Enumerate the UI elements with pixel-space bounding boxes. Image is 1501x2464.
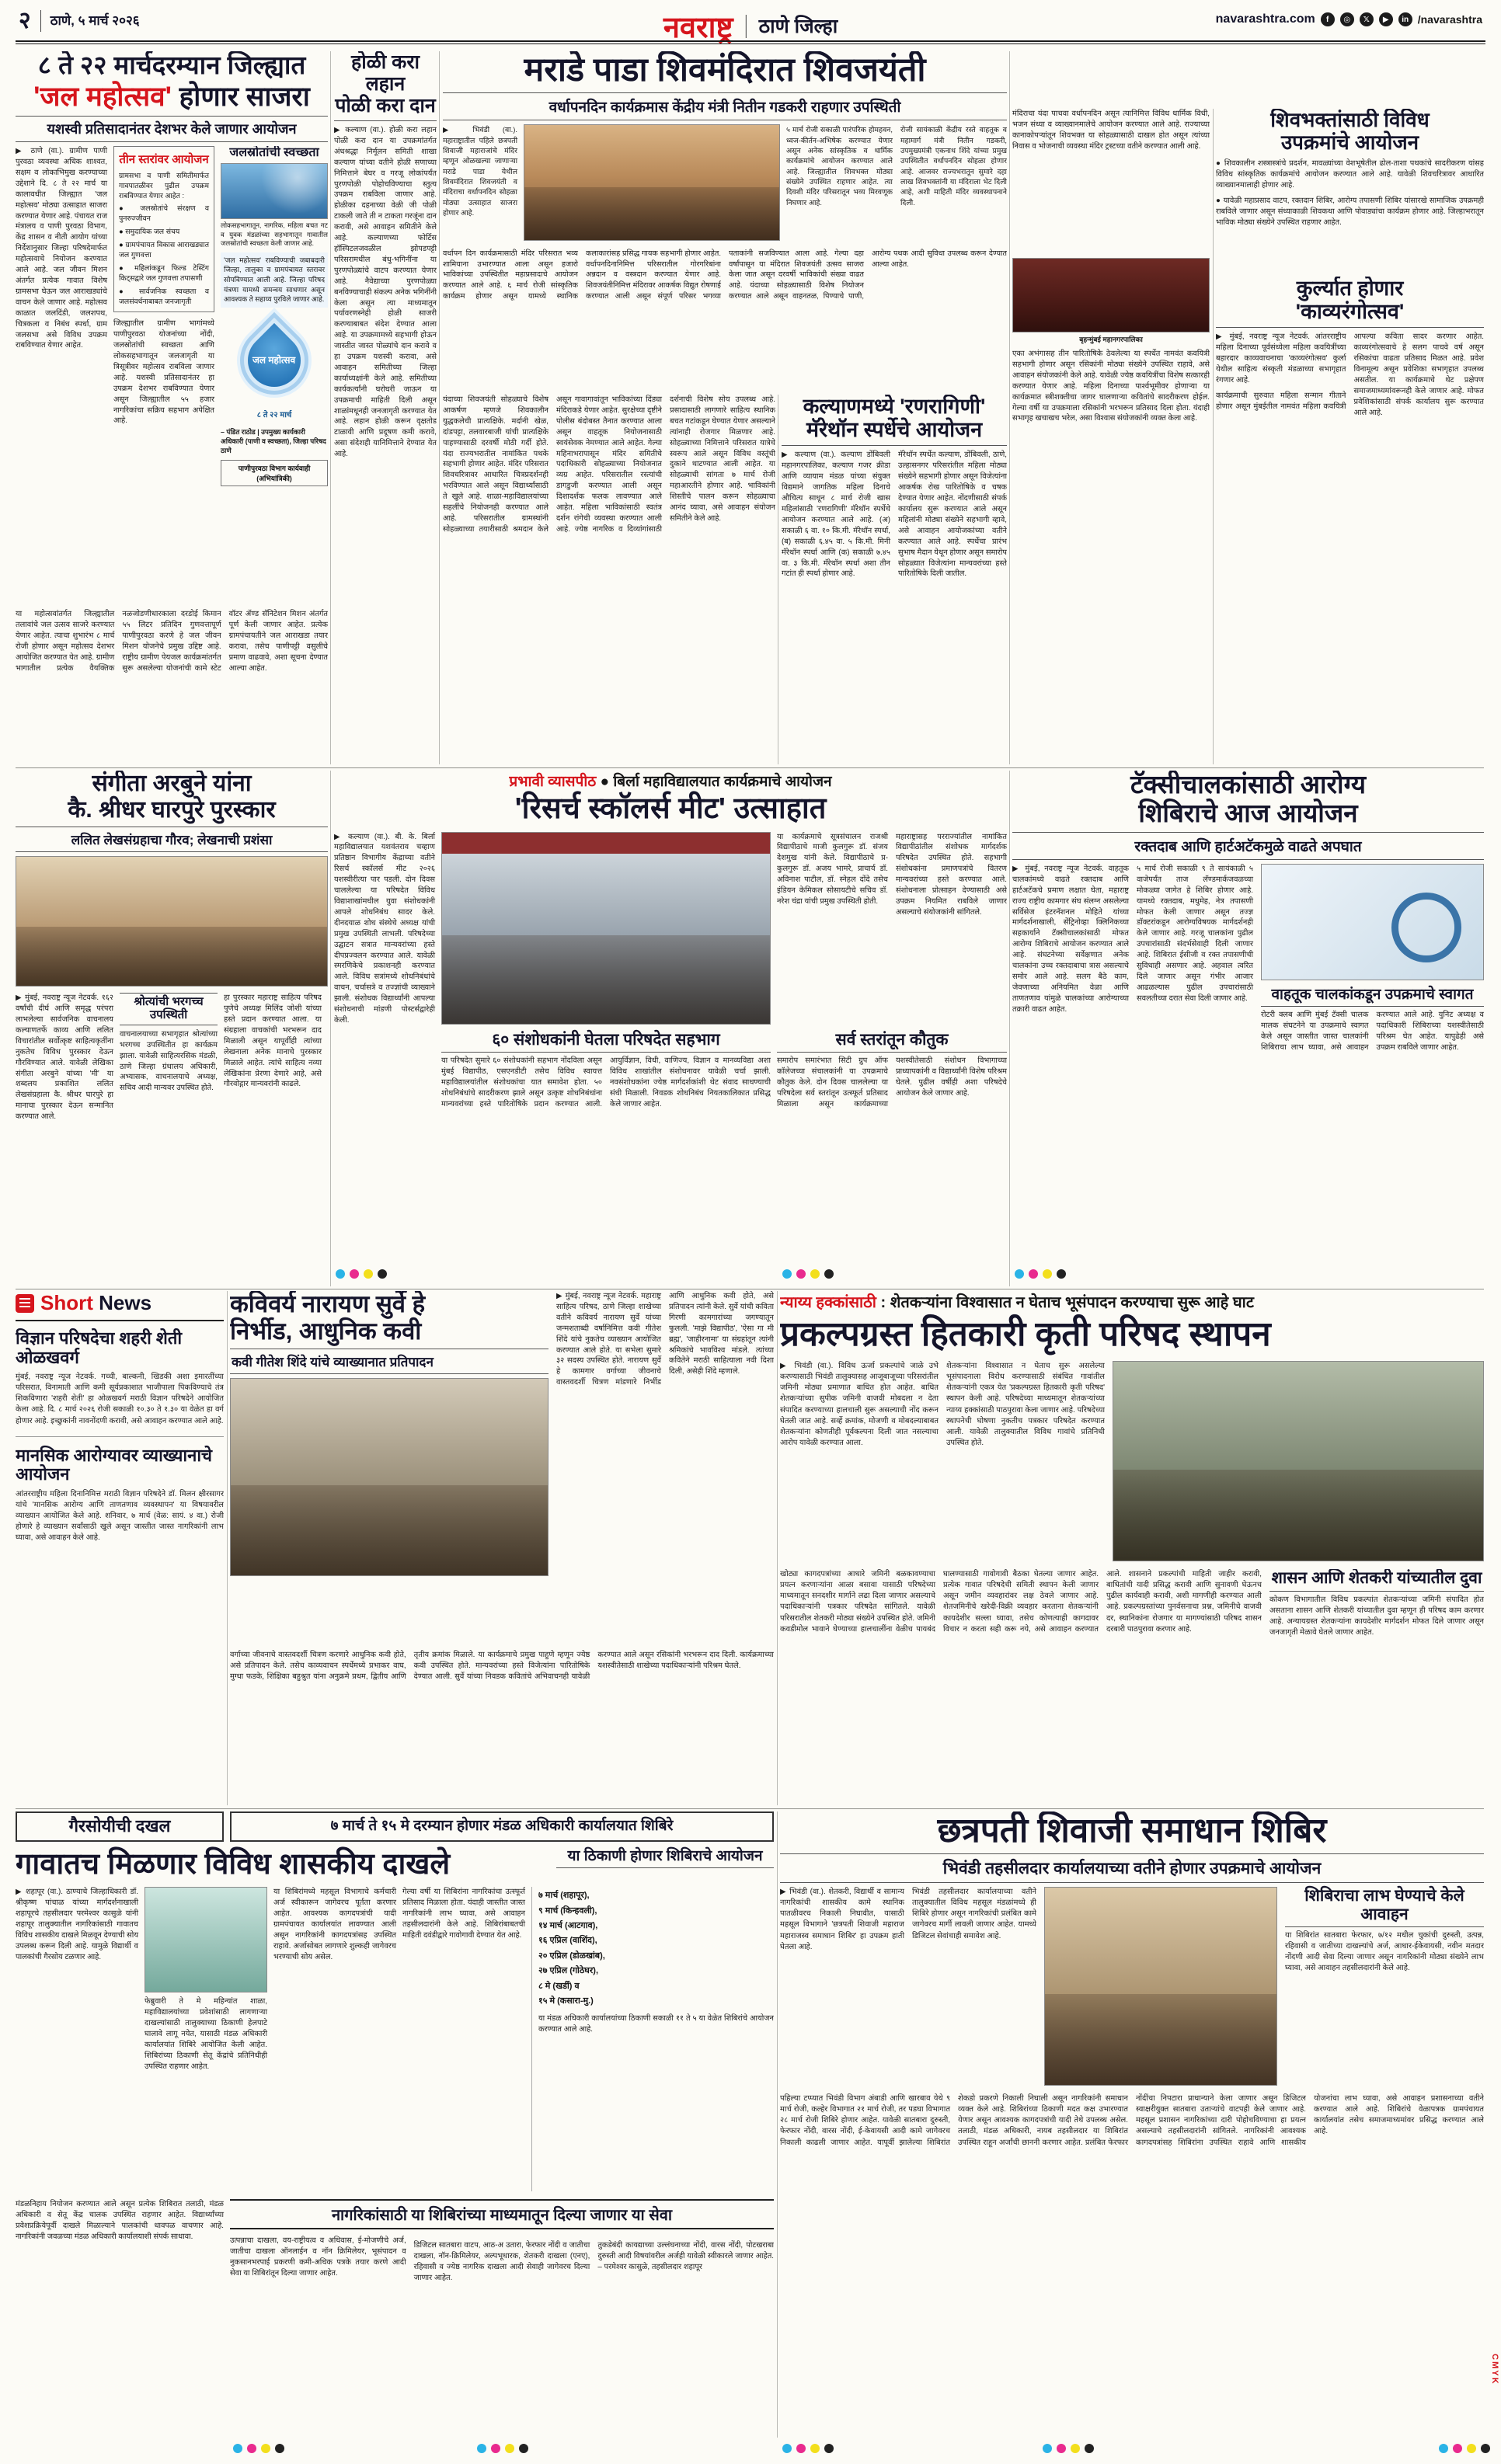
box-title: तीन स्तरांवर आयोजन [119,153,209,167]
schedule-item: १५ मे (कसारा-मु.) [538,1996,594,2006]
article-body: मॅरेथॉन स्पर्धेत कल्याण, डोंबिवली, ठाणे, उल्हासनगर परिसरांतील महिला मोठ्या संख्येने सहभागी होणार असून विजेत्यांना आकर्षक रोख पारितोषिके व चषक देण्यात येणार आहेत. नोंदणीसाठी संपर्क कार्यालय सुरू करण्यात आले असून महिलांनी मोठ्या संख्येने सहभागी व्हावे, असे आवाहन आयोजकांच्या वतीने करण्यात आले आहे. स्पर्धेचा प्रारंभ सुभाष मैदान येथून होणार असून समारोप सोहळ्यात विजेत्यांना मान्यवरांच्या हस्ते पारितोषिके दिली जातील. [898,451,1007,579]
kicker-accent: न्याय्य हक्कांसाठी [780,1294,876,1311]
article-body: कोकण विभागातील विविध प्रकल्पांत शेतकऱ्यांच्या जमिनी संपादित होत असताना शासन आणि शेतकरी यांच्यातील दुवा म्हणून ही परिषद काम करणार आहे. अन्यायग्रस्त शेतकऱ्यांना कायदेशीर मार्गदर्शन मोफत दिले जाणार असून जनजागृती मेळावे घेतले जाणार आहेत. [1269,1595,1484,1637]
article-body: फेब्रुवारी ते मे महिन्यांत शाळा, महाविद्यालयांच्या प्रवेशांसाठी लागणाऱ्या दाखल्यांसाठी तालुक्याच्या ठिकाणी हेलपाटे घालावे लागू नयेत, यासाठी मंडळ अधिकारी कार्यालयांत शिबिरे आयोजित केली आहेत. शिबिरांच्या ठिकाणी सेतू केंद्रांचे प्रतिनिधीही उपस्थित राहणार आहेत. [145,1997,267,2071]
article-body: जिल्ह्यातील ग्रामीण भागांमध्ये पाणीपुरवठा योजनांच्या नोंदी, जलस्रोतांची स्वच्छता आणि लोकसहभागातून जलजागृती या त्रिसूत्रीवर महोत्सव राबविला जाणार आहे. यशस्वी प्रतिसादानंतर हा उपक्रम देशभर राबविण्यात येणार असून जिल्ह्यातील ५५ हजार नागरिकांचा सक्रिय सहभाग अपेक्षित आहे. [113,319,214,426]
article-body: तुकडेबंदी कायद्याच्या उल्लंघनाच्या नोंदी, वारस नोंदी, पोटखराबा दुरुस्ती आदी विषयांवरील अर्जही यावेळी स्वीकारले जाणार आहेत. – परमेश्वर कासुळे, तहसीलदार शहापूर [597,2241,774,2271]
instagram-icon: ◎ [1340,12,1354,26]
kicker [780,1291,1484,1312]
headline-line2: निर्भीड, आधुनिक कवी [230,1317,422,1345]
article-body: गेल्या वर्षी या शिबिरांना नागरिकांचा उत्स्फूर्त प्रतिसाद मिळाला होता. यंदाही जास्तीत जास्त नागरिकांनी लाभ घ्यावा, असे आवाहन तहसीलदारांनी केले आहे. शिबिरांबाबतची माहिती दवंडीद्वारे गावोगावी देण्यात येत आहे. [402,1888,525,1940]
three-tier-box [113,146,214,312]
article-bottom-columns [443,249,1007,377]
masthead-rule [16,40,1485,44]
article-kavivarya-surve [230,1291,774,1805]
website-url: navarashtra.com [1215,12,1315,26]
article-body: रोटरी क्लब आणि मुंबई टॅक्सी चालक मालक संघटनेने या उपक्रमाचे स्वागत केले असून जास्तीत जास्त चालकांनी शिबिराचा लाभ घ्यावा, असे आवाहन करण्यात आले आहे. युनिट अध्यक्ष व पदाधिकारी शिबिराच्या यशस्वीतेसाठी परिश्रम घेत आहेत. यापुढेही असे उपक्रम राबविले जाणार आहेत. [1261,1011,1484,1052]
article-body: मंडळनिहाय नियोजन करण्यात आले असून प्रत्येक शिबिरात तलाठी, मंडळ अधिकारी व सेतू केंद्र चालक उपस्थित राहणार आहेत. विद्यार्थ्यांच्या प्रवेशप्रक्रियेपूर्वी दाखले मिळाल्याने पालकांची धावपळ वाचणार आहे. नागरिकांनी जवळच्या मंडळ अधिकारी कार्यालयाशी संपर्क साधावा. [16,2200,224,2241]
bullet-item: ● जलस्रोतांचे संरक्षण व पुनरुज्जीवन [119,204,209,223]
headline-accent: 'जल महोत्सव' [33,81,172,112]
article-jal-mahotsav [16,51,328,766]
registration-dots [1439,2444,1490,2453]
sub-section-title: शिबिराचा लाभ घेण्याचे केले आवाहन [1304,1887,1464,1923]
tehsil-office-photo [1044,1887,1277,2086]
article-body: ▶ भिवंडी (वा.). महाराष्ट्रातील पहिले छत्रपती शिवाजी महाराजांचे मंदिर म्हणून ओळखल्या जाणाऱ्या मराडे पाडा येथील शिवमंदिरात शिवजयंती व मंदिराचा वर्धापनदिन सोहळा मोठ्या उत्साहात साजरा होणार आहे. [443,125,517,217]
article-body: ▶ भिवंडी (वा.). विविध ऊर्जा प्रकल्पांचे जाळे उभे करण्यासाठी भिवंडी तालुक्यासह आजूबाजूच्या परिसरांतील जमिनी मोठ्या प्रमाणात बाधित होत आहेत. बाधित शेतकऱ्यांच्या सुपीक जमिनी वाजवी मोबदला न देता संपादित करण्याच्या हालचाली सुरू असल्याची नोंद करून घेतली जात आहे. सर्व्हे क्रमांक, मोजणी व मोबदल्याबाबत शेतकऱ्यांना कोणतीही पूर्वकल्पना दिली जात नसल्याचा आरोप यावेळी करण्यात आला. [780,1362,939,1447]
body-column-3 [224,993,322,1248]
facebook-icon: f [1321,12,1335,26]
kicker-rest: ● बिर्ला महाविद्यालयात कार्यक्रमाचे आयोजन [600,774,832,790]
schedule-item: ८ मे (खर्डी) व [538,1981,580,1991]
headline: टॅक्सीचालकांसाठी आरोग्य [1130,771,1366,799]
headline-rule [1216,327,1484,328]
water-drop-infographic [221,308,328,423]
cmyk-mark: CMYK [1490,2354,1499,2386]
bullet-item: ● महिलांकडून फिल्ड टेस्टिंग किट्सद्वारे जल गुणवत्ता तपासणी [119,264,209,283]
headline: शिवभक्तांसाठी विविध [1270,109,1430,131]
article-kavyarang-left [1012,258,1210,764]
right-column [1261,864,1484,1274]
rule [1285,1926,1484,1927]
section-rule [16,1808,1484,1809]
article-body: यंदाच्या शिवजयंती सोहळ्याचे विशेष आकर्षण म्हणजे शिवकालीन युद्धकलेची प्रात्यक्षिके. मर्दानी खेळ, दांडपट्टा, तलवारबाजी यांची प्रात्यक्षिके पाहण्यासाठी दरवर्षी मोठी गर्दी होते. यंदा राज्यभरातील नामांकित पथके सहभागी होणार आहेत. मंदिर परिसरात शिवचरित्रावर आधारित चित्रप्रदर्शनही भरविण्यात आले असून विद्यार्थ्यांसाठी ते खुले आहे. शाळा-महाविद्यालयांच्या सहलींचे नियोजनही करण्यात आले आहे. परिसरातील ग्रामस्थांनी सोहळ्याच्या तयारीसाठी श्रमदान केले असून गावागावांतून भाविकांच्या दिंड्या मंदिराकडे येणार आहेत. सुरक्षेच्या दृष्टीने पोलीस बंदोबस्त तैनात करण्यात आला असून वाहतूक नियोजनासाठी स्वयंसेवक नेमण्यात आले आहेत. गेल्या महिनाभरापासून मंदिर समितीचे पदाधिकारी सोहळ्याच्या नियोजनात व्यग्र आहेत. परिसरातील रस्त्यांची डागडुजी करण्यात आली असून दिशादर्शक फलक लावण्यात आले आहेत. महिला भाविकांसाठी स्वतंत्र दर्शन रांगेची व्यवस्था करण्यात आली आहे. ज्येष्ठ नागरिक व दिव्यांगांसाठी दर्शनाची विशेष सोय उपलब्ध आहे. प्रसादासाठी लागणारे साहित्य स्थानिक बचत गटांकडून घेण्यात येणार असल्याने त्यांनाही रोजगार मिळणार आहे. सोहळ्याच्या निमित्ताने परिसरात यात्रेचे स्वरूप आले असून विविध वस्तूंची दुकाने थाटण्यात आली आहेत. या सोहळ्याची सांगता ७ मार्च रोजी महाआरतीने होणार आहे. भाविकांनी शिस्तीचे पालन करून सोहळ्याचा आनंद घ्यावा, असे आवाहन संयोजन समितीने केले आहे. [443,395,775,534]
headline-rest: होणार साजरा [171,81,310,112]
article-kavyarang-right [1216,277,1484,764]
schedule-title: या ठिकाणी होणार शिबिराचे आयोजन [556,1848,774,1868]
article-shivbhakt-upkram [1216,109,1484,273]
registration-dots [1015,1269,1066,1279]
schedule-header [556,1848,774,1868]
left-part [230,1291,549,1642]
services-title: नागरिकांसाठी या शिबिरांच्या माध्यमातून दिल्या जाणार या सेवा [230,2199,774,2229]
article-prakalpagrast-parishad [780,1291,1484,1805]
schedule-item: १६ एप्रिल (वाशिंद), [538,1936,597,1946]
x-icon: 𝕏 [1360,12,1374,26]
short-news-icon [16,1294,34,1313]
article-body: या शिबिरांमध्ये महसूल विभागाचे कर्मचारी अर्ज स्वीकारून जागेवरच पूर्तता करणार आहेत. आवश्यक कागदपत्रांची यादी ग्रामपंचायत कार्यालयांत लावण्यात आली असून नागरिकांनी कागदपत्रांसह उपस्थित राहावे. अर्जासोबत लागणारे शुल्कही जागेवरच भरण्याची सोय असेल. [273,1888,396,1961]
short-news-header [16,1291,224,1315]
body-column-2 [120,993,218,1248]
column-divider [227,1291,228,1805]
headline: कुर्ल्यात होणार [1296,277,1404,300]
article-body: ▶ मुंबई, नवराष्ट्र न्यूज नेटवर्क. १६२ वर्षांची दीर्घ आणि समृद्ध परंपरा लाभलेल्या सार्वजनिक वाचनालय कल्याणतर्फे काव्य आणि ललित विचारांतील सर्वोत्कृष्ट साहित्यकृतींना नुकतेच विविध पुरस्कार देऊन गौरविण्यात आले. यावेळी लेखिका संगीता अरबुने यांच्या 'मी' या शब्दलय प्रकाशित ललित लेखसंग्रहाला कै. श्रीधर घारपुरे हा मानाचा पुरस्कार देऊन सन्मानित करण्यात आले. [16,994,113,1122]
article-body: पहिल्या टप्प्यात भिवंडी विभाग अंबाडी आणि खारबाव येथे ९ मार्च रोजी, कल्हेर विभागात २१ मार्च रोजी, तर पडघा विभागात २८ मार्च रोजी शिबिरे होणार आहेत. यावेळी सातबारा दुरुस्ती, फेरफार नोंदी, वारस नोंदी, ई-केवायसी आदी कामे जागेवरच निकाली काढली जाणार आहेत. यापूर्वी झालेल्या शिबिरांत शेकडो प्रकरणे निकाली निघाली असून नागरिकांनी समाधान व्यक्त केले आहे. शिबिरांच्या ठिकाणी मदत कक्ष उभारण्यात येणार असून आवश्यक कागदपत्रांची यादी तेथे उपलब्ध असेल. तलाठी, मंडळ अधिकारी, नायब तहसीलदार या शिबिरांत उपस्थित राहून अर्जांची छाननी करणार आहेत. प्रलंबित फेरफार नोंदींचा निपटारा प्राधान्याने केला जाणार असून डिजिटल स्वाक्षरीयुक्त सातबारा उताऱ्यांचे वाटपही केले जाणार आहे. महसूल प्रशासन नागरिकांच्या दारी पोहोचविण्याचा हा प्रयत्न असल्याचे तहसीलदारांनी सांगितले. नागरिकांनी आवश्यक कागदपत्रांसह शिबिरांना उपस्थित राहावे आणि शासकीय योजनांचा लाभ घ्यावा, असे आवाहन प्रशासनाच्या वतीने करण्यात आले आहे. शिबिरांचे वेळापत्रक ग्रामपंचायत कार्यालयांत तसेच समाजमाध्यमांवर प्रसिद्ध करण्यात आले आहे. [780,2094,1484,2147]
article-body: ▶ कल्याण (वा.). होळी करा लहान पोळी करा दान या उपक्रमांतर्गत अंधश्रद्धा निर्मूलन समिती शाखा कल्याण यांच्या वतीने होळी सणाच्या निमित्ताने बेघर व गरजू लोकांपर्यंत पुरणपोळी पोहोचविण्याचा स्तुत्य उपक्रम राबविला जाणार आहे. होळीका दहनाच्या वेळी जी पोळी टाकली जाते ती न टाकता गरजूंना दान करावी, असे आवाहन समितीने केले आहे. कल्याणच्या फोर्टिस हॉस्पिटलजवळील झोपडपट्टी परिसरामधील बंधु-भगिनींना या पुरणपोळ्यांचे वाटप करण्यात येणार आहे. नैवेद्याच्या पुरणपोळ्या बनविण्याचाही संकल्प अनेक भगिनींनी केला असून त्या माध्यमातून पर्यावरणस्नेही होळी साजरी करण्याबाबत संदेश देण्यात आला आहे. या उपक्रमामध्ये सहभागी होऊन जास्तीत जास्त पोळ्यांचे दान करावे व हा उपक्रम यशस्वी करावा, असे आवाहन समितीच्या जिल्हा कार्याध्यक्षांनी केले आहे. समितीच्या कार्यकर्त्यांनी घरोघरी जाऊन या उपक्रमाची माहिती दिली असून शाळांमधूनही जनजागृती करण्यात येत आहे. लहान होळी करून वृक्षतोड टाळावी आणि प्रदूषण कमी करावे, असा संदेशही यानिमित्ताने देण्यात येत आहे. [334,126,437,459]
headline: मराडे पाडा शिवमंदिरात शिवजयंती [524,51,926,89]
column-divider [1213,109,1214,764]
article-body: समारोप समारंभात सिटी ग्रुप ऑफ कॉलेजच्या संचालकांनी या उपक्रमाचे कौतुक केले. दोन दिवस चाललेल्या या परिषदेला सर्व स्तरांतून उत्स्फूर्त प्रतिसाद मिळाला असून कार्यक्रमाच्या यशस्वीतेसाठी संशोधन विभागाच्या प्राध्यापकांनी व विद्यार्थ्यांनी विशेष परिश्रम घेतले. पुढील वर्षीही अशा परिषदेचे आयोजन केले जाणार आहे. [777,1056,1007,1108]
article-body: ▶ ठाणे (वा.). ग्रामीण पाणी पुरवठा व्यवस्था अधिक शाश्वत, सक्षम व लोकाभिमुख करण्याच्या उद्देशाने दि. ८ ते २२ मार्च या कालावधीत जिल्ह्यात 'जल महोत्सव' मोठ्या उत्साहात साजरा करण्यात येणार आहे. पंचायत राज मंत्रालय व पाणी पुरवठा विभाग, केंद्र शासन व नीती आयोग यांच्या निर्देशानुसार जिल्हा परिषदेमार्फत महोत्सवाचे नियोजन करण्यात आले आहे. जल जीवन मिशन अंतर्गत प्रत्येक गावात विशेष ग्रामसभा घेऊन जल आराखड्यांचे वाचन केले जाणार आहे. महोत्सव काळात जलदिंडी, जलशपथ, चित्रकला व निबंध स्पर्धा, ग्राम जलसभा असे विविध उपक्रम राबविण्यात येणार आहेत. [16,147,107,350]
headline-line2: मॅरेथॉन स्पर्धेचे आयोजन [806,418,983,442]
article-body: या कार्यक्रमाचे सूत्रसंचालन राजश्री विद्यापीठाचे माजी कुलगुरू डॉ. संजय देशमुख यांनी केले. विद्यापीठाचे प्र-कुलगुरू डॉ. अजय भामरे, प्राचार्य डॉ. अविनाश पाटील, डॉ. स्नेहल दोंदे तसेच इंडियन केमिकल सोसायटीचे सचिव डॉ. नरेश चंद्रा यांची प्रमुख उपस्थिती होती. [777,832,888,906]
header-right [1216,12,1482,26]
article-body: या महोत्सवांतर्गत जिल्ह्यातील तलावांचे जल उत्सव साजरे करण्यात येणार आहेत. त्याचा शुभारंभ ८ मार्च रोजी होणार असून महोत्सव देशभर आयोजित करण्यात येत आहे. ग्रामीण भागातील प्रत्येक वैयक्तिक नळजोडणीधारकाला दरडोई किमान ५५ लिटर प्रतिदिन गुणवत्तापूर्ण पाणीपुरवठा करणे हे जल जीवन मिशन योजनेचे प्रमुख उद्दिष्ट आहे. राष्ट्रीय ग्रामीण पेयजल कार्यक्रमांतर्गत सुरू असलेल्या योजनांची कामे स्टेट वॉटर ॲण्ड सॅनिटेशन मिशन अंतर्गत पूर्ण केली जाणार आहेत. प्रत्येक ग्रामपंचायतीने जल आराखडा तयार करावा, तसेच पाणीपट्टी वसुलीचे प्रमाण वाढवावे, अशा सूचना देण्यात आल्या आहेत. [16,610,328,673]
article-body: हा पुरस्कार महाराष्ट्र साहित्य परिषद पुणेचे अध्यक्ष मिलिंद जोशी यांच्या हस्ते प्रदान करण्यात आला. या संग्रहाला वाचकांची भरभरून दाद मिळाली असून यापूर्वीही त्यांच्या लेखनाला अनेक मानाचे पुरस्कार मिळाले आहेत. त्यांचे साहित्य नव्या लेखिकांना प्रेरणा देणारे आहे, असे गौरवोद्गार मान्यवरांनी काढले. [224,994,322,1089]
headline-rule [782,445,1007,446]
schedule-item: ९ मार्च (किन्हवली), [538,1905,597,1916]
subhead: ललित लेखसंग्रहाचा गौरव; लेखनाची प्रशंसा [16,827,328,852]
rule [1269,1591,1484,1592]
schedule-item: २७ एप्रिल (गोठेघर), [538,1966,599,1976]
social-handle: /navarashtra [1417,13,1482,26]
rule [1261,1006,1484,1007]
article-body: खोट्या कागदपत्रांच्या आधारे जमिनी बळकावण्याचा प्रयत्न करणाऱ्यांना आळा बसावा यासाठी परिषदेच्या माध्यमातून सनदशीर मार्गाने लढा दिला जाणार असल्याचे पदाधिकाऱ्यांनी पत्रकार परिषदेत सांगितले. यावेळी परिसरातील शेतकरी मोठ्या संख्येने उपस्थित होते. जमिनी कवडीमोल भावाने घेण्याच्या हालचालींना वेळीच पायबंद घालण्यासाठी गावोगावी बैठका घेतल्या जाणार आहेत. प्रत्येक गावात परिषदेची समिती स्थापन केली जाणार असून जमीन व्यवहारांवर लक्ष ठेवले जाणार आहे. शेतजमिनीचे खरेदी-विक्री व्यवहार करताना शेतकऱ्यांनी कायदेशीर सल्ला घ्यावा, तसेच कोणत्याही कागदावर विचार न करता सही करू नये, असे आवाहन करण्यात आले. शासनाने प्रकल्पांची माहिती जाहीर करावी, बाधितांची यादी प्रसिद्ध करावी आणि सुनावणी घेऊनच पुढील कार्यवाही करावी, अशी मागणीही करण्यात आली आहे. प्रकल्पग्रस्तांच्या पुनर्वसनाचा प्रश्न, जमिनीचे वाजवी दर, स्थानिकांना रोजगार या मागण्यांसाठी परिषद शासन दरबारी पाठपुरावा करणार आहे. [780,1570,1262,1634]
rule [16,1320,224,1321]
article-body: ▶ मुंबई, नवराष्ट्र न्यूज नेटवर्क. आंतरराष्ट्रीय महिला दिनाच्या पूर्वसंध्येला महिला कवयित्रींच्या बहारदार काव्यवाचनाचा 'काव्यरंगोत्सव' कुर्ला येथील साहित्य संस्कृती मंडळाच्या सभागृहात रंगणार आहे. [1216,332,1346,385]
body-columns-left [780,1361,1105,1561]
article-body: ५ मार्च रोजी सकाळी पारंपरिक होमहवन, ध्वज-कीर्तन-अभिषेक करण्यात येणार असून अनेक सांस्कृतिक व धार्मिक कार्यक्रमांचे आयोजन करण्यात आले आहे. जिल्ह्यातील शिवभक्त मोठ्या संख्येने उपस्थित राहणार आहेत. त्या दिवशी मंदिर परिसरातून भव्य मिरवणूक निघणार आहे. [786,125,893,207]
rule [777,1052,1007,1053]
kicker-rest: : शेतकऱ्यांना विश्वासात न घेताच भूसंपादन करण्याचा सुरू आहे घाट [880,1294,1254,1311]
subhead: कवी गीतेश शिंदे यांचे व्याख्यानात प्रतिपादन [230,1349,549,1374]
headline-line2: कै. श्रीधर घारपुरे पुरस्कार [68,796,276,823]
sub-section [1269,1569,1484,1802]
edition-label: ठाणे जिल्हा [758,16,838,37]
registration-dots [782,2444,834,2453]
header-divider-2 [746,15,747,38]
headline-line2: शिबिराचे आज आयोजन [1138,798,1358,827]
article-research-meet [334,771,1007,1286]
schedule-item: ७ मार्च (शहापूर), [538,1891,590,1901]
masthead-logo: नवराष्ट्र [663,12,733,44]
headline: 'रिसर्च स्कॉलर्स मीट' उत्साहात [514,792,827,825]
sub-section-title: ६० संशोधकांनी घेतला परिषदेत सहभाग [492,1030,720,1049]
schedule-note: या मंडळ अधिकारी कार्यालयांच्या ठिकाणी सकाळी ११ ते ५ या वेळेत शिबिरांचे आयोजन करण्यात आले आहे. [538,2014,774,2034]
bullet-item: ● समुदायिक जल संचय [119,228,180,236]
municipal-banner-photo [1012,258,1210,332]
article-body: ▶ मुंबई, नवराष्ट्र न्यूज नेटवर्क. वाहतूक चालकांमध्ये वाढते रक्तदाब आणि हार्टअटॅकचे प्रमाण लक्षात घेता, महाराष्ट्र राज्य राष्ट्रीय कामगार संघ संलग्न असलेल्या सर्विसेज इंटरनॅशनल मोहिते यांच्या मार्गदर्शनाखाली, सेंट्रिनोव्हा क्लिनिकच्या सहकार्याने टॅक्सीचालकांसाठी मोफत आरोग्य शिबिराचे आयोजन करण्यात आले आहे. संघटनेच्या सर्वेक्षणात अनेक चालकांना उच्च रक्तदाबाचा त्रास असल्याचे समोर आले आहे. सलग बैठे काम, जेवणाच्या अनियमित वेळा आणि ताणतणाव यांमुळे चालकांच्या आरोग्याच्या तक्रारी वाढत आहेत. [1012,864,1129,1014]
article-bottom-columns [780,2093,1484,2420]
sub-section-title: शासन आणि शेतकरी यांच्यातील दुवा [1271,1569,1482,1588]
subhead: रक्तदाब आणि हार्टअटॅकमुळे वाढते अपघात [1012,832,1484,860]
page-number: २ [19,8,31,33]
kicker [334,771,1007,791]
photo-caption: लोकसहभागातून, नागरिक, महिला बचत गट व युवक मंडळांच्या सहभागातून गावातील जलस्रोतांची स्वच्छता केली जाणार आहे. [221,221,328,248]
subhead: वर्धापनदिन कार्यक्रमास केंद्रीय मंत्री नितीन गडकरी राहणार उपस्थिती [443,92,1007,120]
article-taxi-health-camp [1012,771,1484,1286]
article-body: भिवंडी तहसीलदार कार्यालयाच्या वतीने तालुक्यातील विविध महसूल मंडळांमध्ये ही शिबिरे होणार असून नागरिकांची प्रलंबित कामे जागेवरच मार्गी लावली जाणार आहेत. यामध्ये डिजिटल सेवांचाही समावेश आहे. [912,1888,1036,1940]
body-columns-left [780,1887,1036,2086]
conference-stage-photo [441,832,771,1025]
headline: संगीता अरबुने यांना [92,771,252,796]
header-divider [40,10,41,32]
article-holi-dan [334,51,437,766]
bullet-item: ● ग्रामपंचायत विकास आराखड्यात जल गुणवत्ता [119,241,209,259]
right-column [777,832,1007,1278]
subhead: यशस्वी प्रतिसादानंतर देशभर केले जाणार आयोजन [16,116,328,142]
headline: ८ ते २२ मार्चदरम्यान जिल्ह्यात [37,51,306,79]
article-body: डिजिटल सातबारा वाटप, आठ-अ उतारा, फेरफार नोंदी व जातीचा दाखला, नॉन-क्रिमिलेयर, अल्पभूधारक, शेतकरी दाखला (एनए), रहिवासी व ज्येष्ठ नागरिक दाखला आदी सेवाही जागेवरच दिल्या जाणार आहेत. [413,2241,590,2282]
bottom-columns [780,1569,1262,1802]
right-part [556,1291,774,1642]
article-body: ▶ कल्याण (वा.). बी. के. बिर्ला महाविद्यालयात यशवंतराव चव्हाण प्रतिष्ठान विभागीय केंद्राच्या वतीने रिसर्च स्कॉलर्स मीट २०२६ यशस्वीरीत्या पार पडली. दोन दिवस चाललेल्या या परिषदेत विविध विद्याशाखांमधील युवा संशोधकांनी आपले शोधनिबंध सादर केले. दीनदयाळ शोध संस्थेचे अध्यक्ष यांची प्रमुख उपस्थिती लाभली. परिषदेच्या उद्घाटन सत्रात मान्यवरांच्या हस्ते दीपप्रज्वलन करण्यात आले. यावेळी स्मरणिकेचे प्रकाशनही करण्यात आले. विविध सत्रांमध्ये शोधनिबंधांचे वाचन, चर्चासत्रे व तज्ज्ञांची व्याख्याने झाली. संशोधक विद्यार्थ्यांनी आपल्या संशोधनाची मांडणी पोस्टर्सद्वारेही केली. [334,832,435,1025]
kicker-accent: प्रभावी व्यासपीठ [509,774,597,790]
headline: कल्याणमध्ये 'रणरागिणी' [803,395,986,418]
press-conference-photo [1113,1361,1484,1561]
article-body: एका अभंगासह तीन पारितोषिके ठेवलेल्या या स्पर्धेत नामवंत कवयित्री सहभागी होणार असून रसिकांनी मोठ्या संख्येने उपस्थित राहावे, असे आवाहन संयोजकांनी केले आहे. यावेळी ज्येष्ठ कवयित्रींचा विशेष सत्कारही करण्यात येणार आहे. महिला दिनाच्या पार्श्वभूमीवर होणाऱ्या या कार्यक्रमात स्त्रीशक्तीचा जागर घालणाऱ्या कवितांचे सादरीकरण होईल. गेल्या वर्षी या उपक्रमाला रसिकांनी भरभरून प्रतिसाद दिला होता. यंदाही सभागृह खचाखच भरेल, असा विश्वास संयोजकांनी व्यक्त केला आहे. [1012,350,1210,423]
registration-dots [233,2444,284,2453]
article-body: ● यावेळी महाप्रसाद वाटप, रक्तदान शिबिर, आरोग्य तपासणी शिबिर यांसारखे सामाजिक उपक्रमही राबविले जाणार असून संध्याकाळी शिवकथा आणि पोवाड्यांचा कार्यक्रम होणार आहे. जिल्हाभरातून भाविक मोठ्या संख्येने उपस्थित राहणार आहेत. [1216,196,1484,227]
bullet-item: ● सार्वजनिक स्वच्छता व जलसंवर्धनाबाबत जनजागृती [119,287,209,306]
schedule-list [531,1887,774,2191]
article-marade-continued [1012,109,1210,255]
article-body: वर्गाच्या जीवनाचे वास्तवदर्शी चित्रण करणारे आधुनिक कवी होते, असे प्रतिपादन केले. तसेच काव्यवाचन स्पर्धेमध्ये प्रभाकर वाघ, मुग्धा फडके, शिक्षिका बहुश्रुत यांना अनुक्रमे प्रथम, द्वितीय आणि तृतीय क्रमांक मिळाले. या कार्यक्रमाचे प्रमुख पाहुणे म्हणून ज्येष्ठ कवी उपस्थित होते. मान्यवरांच्या हस्ते विजेत्यांना पारितोषिके देण्यात आली. सुर्वे यांच्या निवडक कवितांचे अभिवाचनही यावेळी करण्यात आले असून रसिकांनी भरभरून दाद दिली. कार्यक्रमाच्या यशस्वीतेसाठी शाखेच्या पदाधिकाऱ्यांनी परिश्रम घेतले. [230,1651,774,1681]
rule [441,1052,771,1053]
article-body: वाचनालयाच्या सभागृहात श्रोत्यांच्या भरगच्च उपस्थितीत हा कार्यक्रम झाला. यावेळी साहित्यरसिक मंडळी, ठाणे जिल्हा ग्रंथालय अधिकारी, अभ्यासक, वाचनालयाचे अध्यक्ष, सचिव आदी मान्यवर उपस्थित होते. [120,1029,218,1093]
notice-box: गैरसोयीची दखल [16,1811,224,1842]
stethoscope-photo [1261,864,1484,980]
doctor-photo [145,1887,267,1992]
body-columns-right [786,124,1007,242]
date-edition: ठाणे, ५ मार्च २०२६ [50,13,140,29]
headline: प्रकल्पग्रस्त हितकारी कृती परिषद स्थापन [780,1315,1271,1353]
kicker-box: ७ मार्च ते १५ मे दरम्यान होणार मंडळ अधिकारी कार्यालयात शिबिरे [230,1811,774,1842]
column-divider [777,1291,778,1805]
column-divider [1009,771,1010,1286]
short-news-title: News [99,1291,152,1314]
article-marade-shivjayanti [443,51,1007,392]
article-body: मंदिराचा यंदा पाचवा वर्धापनदिन असून त्यानिमित्त विविध धार्मिक विधी, भजन संध्या व व्याख्यानमालेचे आयोजन करण्यात आले आहे. राज्याच्या कानाकोपऱ्यांतून शिवभक्त या सोहळ्यासाठी दाखल होत असून त्यांच्या निवास व भोजनाची व्यवस्था मंदिर ट्रस्टच्या वतीने करण्यात आली आहे. [1012,110,1210,151]
water-cleanup-photo [221,163,328,219]
left-bottom-column [16,2199,224,2424]
quote-block: 'जल महोत्सव' राबविण्याची जबाबदारी जिल्हा, तालुका व ग्रामपंचायत स्तरावर सोपविण्यात आली आहे. जिल्हा परिषद यंत्रणा यामध्ये समन्वय साधणार असून आवश्यक ते सहाय्य पुरविले जाणार आहे. [221,252,328,308]
news-item-body: मुंबई, नवराष्ट्र न्यूज नेटवर्क. गच्ची, बाल्कनी, खिडकी अशा इमारतींच्या परिसरात, विनामाती आणि कमी सूर्यप्रकाशात भाजीपाला पिकविण्याचे तंत्र शिकविणारा 'शहरी शेती' हा ओळखवर्ग मराठी विज्ञान परिषदेने आयोजित केला आहे. दि. ८ मार्च २०२६ रोजी सकाळी १०.३० ते १.३० या वेळेत हा वर्ग होणार आहे. इच्छुकांनी नावनोंदणी करावी, असे आवाहन करण्यात आले आहे. [16,1373,224,1425]
article-body: रोजी सायंकाळी केंद्रीय रस्ते वाहतूक व महामार्ग मंत्री नितीन गडकरी, उपमुख्यमंत्री एकनाथ शिंदे यांच्या प्रमुख उपस्थितीत वर्धापनदिन सोहळा होणार आहे. आजवर राज्यभरातून सुमारे दहा लाख शिवभक्तांनी या मंदिराला भेट दिली आहे, अशी माहिती मंदिर व्यवस्थापनाने दिली. [900,125,1007,207]
award-ceremony-photo [16,856,328,987]
column-divider [1009,51,1010,764]
news-item-title: मानसिक आरोग्यावर व्याख्यानाचे आयोजन [16,1445,212,1484]
temple-event-photo [524,124,780,241]
article-marade-lower [443,395,775,764]
article-body: ▶ मुंबई, नवराष्ट्र न्यूज नेटवर्क. महाराष्ट्र साहित्य परिषद, ठाणे जिल्हा शाखेच्या वतीने कविवर्य नारायण सुर्वे यांच्या जन्मशताब्दी वर्षानिमित्त कवी गीतेश शिंदे यांचे नुकतेच व्याख्यान आयोजित करण्यात आले होते. या सभेला सुमारे ३२ सदस्य उपस्थित होते. नारायण सुर्वे हे कामगार वर्गाच्या जीवनाचे वास्तवदर्शी चित्रण मांडणारे निर्भीड आणि आधुनिक कवी होते, असे प्रतिपादन त्यांनी केले. सुर्वे यांची कविता गिरणी कामगारांच्या जगण्यातून फुलली. 'माझे विद्यापीठ', 'ऐसा गा मी ब्रह्म', 'जाहीरनामा' या संग्रहांतून त्यांनी श्रमिकांचे भावविश्व मांडले. त्यांच्या कवितेने मराठी साहित्याला नवी दिशा दिली, असेही शिंदे म्हणाले. [556,1292,774,1387]
water-sidebar [221,146,328,603]
body-column-1 [443,124,517,242]
sidebar-title: जलस्रोतांची स्वच्छता [229,146,319,160]
article-body: ५ मार्च रोजी सकाळी ९ ते सायंकाळी ५ वाजेपर्यंत ताज लॅण्डमार्कजवळच्या मोकळ्या जागेत हे शिबिर होणार आहे. यामध्ये रक्तदाब, मधुमेह, नेत्र तपासणी मोफत केली जाणार असून तज्ज्ञ डॉक्टरांकडून आरोग्यविषयक मार्गदर्शनही केले जाणार आहे. गरजू चालकांना पुढील उपचारांसाठी संदर्भसेवाही दिली जाणार आहे. शिबिरात ईसीजी व रक्त तपासणीची सुविधाही असणार आहे. अहवाल त्वरित दिले जाणार असून गंभीर आजार आढळल्यास पुढील उपचारांसाठी सवलतीच्या दरात सेवा दिली जाणार आहे. [1137,864,1253,1003]
article-body: महाराष्ट्रासह परराज्यांतील नामांकित विद्यापीठांतील संशोधक मार्गदर्शक परिषदेत उपस्थित होते. सहभागी संशोधकांना प्रमाणपत्रांचे वितरण मान्यवरांच्या हस्ते करण्यात आले. संशोधनाला प्रोत्साहन देण्यासाठी असे उपक्रम नियमित राबविले जाणार असल्याचे संयोजकांनी सांगितले. [896,832,1007,917]
box-intro: ग्रामसभा व पाणी समितीमार्फत गावपातळीवर पुढील उपक्रम राबविण्यात येणार आहेत : [119,172,209,200]
linkedin-icon: in [1398,12,1412,26]
registration-dots [336,1269,387,1279]
sub-section-title: सर्व स्तरांतून कौतुक [835,1030,949,1049]
article-body: या परिषदेत सुमारे ६० संशोधकांनी सहभाग नोंदविला असून मुंबई विद्यापीठ, एसएनडीटी तसेच विविध स्वायत्त महाविद्यालयांतील संशोधकांचा यात समावेश होता. ५० शोधनिबंधांचे सादरीकरण झाले असून उत्कृष्ट शोधनिबंधांना मान्यवरांच्या हस्ते पारितोषिके प्रदान करण्यात आली. आयुर्विज्ञान, विधी, वाणिज्य, विज्ञान व मानव्यविद्या अशा विविध शाखांतील संशोधनावर यावेळी चर्चा झाली. नवसंशोधकांना ज्येष्ठ मार्गदर्शकांशी थेट संवाद साधण्याची संधी मिळाली. निवडक शोधनिबंध नियतकालिकात प्रसिद्ध केले जाणार आहेत. [441,1056,771,1108]
body-column-1 [16,1887,138,2191]
photo-caption: बृहन्मुंबई महानगरपालिका [1079,336,1143,343]
youtube-icon: ▶ [1379,12,1393,26]
news-item-title: विज्ञान परिषदेचा शहरी शेती ओळखवर्ग [16,1328,183,1367]
schedule-item: १४ मार्च (आटगाव), [538,1920,598,1930]
sub-section-title: वाहतूक चालकांकडून उपक्रमाचे स्वागत [1271,986,1474,1003]
services-section [230,2199,774,2424]
drop-dates: ८ ते २२ मार्च [256,410,292,419]
body-column-3 [273,1887,396,2191]
article-samadhan-shibir [780,1811,1484,2438]
article-body: ▶ शहापूर (वा.). ठाण्याचे जिल्हाधिकारी डॉ. श्रीकृष्ण पांचाळ यांच्या मार्गदर्शनाखाली शहापूरचे तहसीलदार परमेश्वर कासुळे यांनी शहापूर तालुक्यातील नागरिकांसाठी गावातच विविध शासकीय दाखले मिळवून देण्याची सोय उपलब्ध करून दिली आहे. यामुळे विद्यार्थी व पालकांची गैरसोय टळणार आहे. [16,1888,138,1961]
article-body: उत्पन्नाचा दाखला, वय-राष्ट्रीयत्व व अधिवास, ई-मोजणीचे अर्ज, जातीचा दाखला ऑनलाईन व नॉन क्रिमिलेयर, भूसंपादन व नुकसानभरपाई प्रकरणी कमी-अधिक पत्रके तयार करणे आदी सेवा या शिबिरांतून दिल्या जाणार आहेत. [230,2236,406,2278]
section-rule [16,767,1484,768]
article-body: या शिबिरांत सातबारा फेरफार, ७/१२ मधील चुकांची दुरुस्ती, उत्पन्न, रहिवासी व जातीच्या दाखल्यांचे अर्ज, आधार-ईकेवायसी, नवीन मतदार नोंदणी आदी सेवा दिल्या जाणार असून नागरिकांनी मोठ्या संख्येने लाभ घ्यावा, असे आवाहन तहसीलदारांनी केले आहे. [1285,1931,1484,1973]
headline-line2: उपक्रमांचे आयोजन [1280,131,1419,155]
body-column-1 [16,993,113,1248]
sub-section [1285,1887,1484,2086]
subhead: भिवंडी तहसीलदार कार्यालयाच्या वतीने होणार उपक्रमाचे आयोजन [780,1853,1484,1883]
registration-dots [477,2444,528,2453]
dept-note-box: पाणीपुरवठा विभाग कार्यवाही (अभियांत्रिकी) [221,460,328,486]
article-body: ▶ भिवंडी (वा.). शेतकरी, विद्यार्थी व सामान्य नागरिकांची शासकीय कामे स्थानिक पातळीवरच निकाली निघावीत, यासाठी महसूल विभागाने 'छत्रपती शिवाजी महाराज महाराजस्व समाधान शिबिर' हा उपक्रम हाती घेतला आहे. [780,1888,904,1951]
column-divider [777,1811,778,2438]
article-body: वर्धापन दिन कार्यक्रमासाठी मंदिर परिसरात भव्य शामियाना उभारण्यात आला असून हजारो भाविकांच्या उपस्थितीत महाप्रसादाचे आयोजन करण्यात आले आहे. ६ मार्च रोजी सांस्कृतिक कार्यक्रम होणार असून यामध्ये स्थानिक कलाकारांसह प्रसिद्ध गायक सहभागी होणार आहेत. वर्धापनदिनानिमित्त परिसरातील गोरगरिबांना अन्नदान व वस्त्रदान करण्यात येणार आहे. शिवजयंतीनिमित्त मंदिरावर आकर्षक विद्युत रोषणाई करण्यात आली असून संपूर्ण परिसर भगव्या पताकांनी सजविण्यात आला आहे. गेल्या दहा वर्षांपासून या मंदिरात शिवजयंती उत्सव साजरा केला जात असून दरवर्षी भाविकांची संख्या वाढत आहे. यंदाच्या सोहळ्यासाठी विशेष नियोजन करण्यात आले असून वाहनतळ, पिण्याचे पाणी, आरोग्य पथक आदी सुविधा उपलब्ध करून देण्यात आल्या आहेत. [443,249,1007,301]
body-column-1 [16,146,107,603]
body-column-2 [113,146,214,603]
column-divider [330,771,331,1286]
headline: गावातच मिळणार विविध शासकीय दाखले [16,1847,451,1881]
article-sangita-award [16,771,328,1286]
article-body: ▶ कल्याण (वा.). कल्याण डोंबिवली महानगरपालिका, कल्याण गजर क्रीडा आणि व्यायाम मंडळ यांच्या संयुक्त विद्यमाने जागतिक महिला दिनाचे औचित्य साधून ८ मार्च रोजी खास महिलांसाठी 'रणरागिणी' मॅरेथॉन स्पर्धेचे आयोजन करण्यात आले आहे. (अ) सकाळी ६ वा. १० कि.मी. मॅरेथॉन स्पर्धा, (ब) सकाळी ६.४५ वा. ५ कि.मी. मिनी मॅरेथॉन स्पर्धा आणि (क) सकाळी ७.४५ वा. ३ कि.मी. मॅरेथॉन स्पर्धा अशा तीन गटांत ही स्पर्धा होणार आहे. [782,451,890,579]
short-news-column [16,1291,224,1805]
column-divider [330,51,331,764]
headline-line2: पोळी करा दान [335,95,436,117]
column-divider [439,51,440,764]
sub-section-title: श्रोत्यांची भरगच्च उपस्थिती [120,993,218,1025]
registration-dots [782,1269,834,1279]
drop-label: जल महोत्सव [252,354,296,366]
headline: होळी करा लहान [350,51,420,95]
body-column-2 [145,1887,267,2191]
short-news-title-accent: Short [40,1291,93,1314]
body-column-left [334,832,435,1278]
article-ranragini-marathon [782,395,1007,764]
article-bottom-columns [16,609,328,733]
lecture-audience-photo [230,1378,549,1576]
headline: कविवर्य नारायण सुर्वे हे [230,1291,426,1317]
headline-line2 [16,82,328,112]
item-divider [16,1436,224,1437]
quote-credit: – पंडित राठोड | उपमुख्य कार्यकारी अधिकारी (पाणी व स्वच्छता), जिल्हा परिषद ठाणे [221,427,326,454]
center-column [441,832,771,1278]
registration-dots [1043,2444,1094,2453]
body-column-1 [1012,864,1129,1274]
header-left [19,8,140,34]
news-item-body: आंतरराष्ट्रीय महिला दिनानिमित्त मराठी विज्ञान परिषदेने डॉ. मिलन क्षीरसागर यांचे 'मानसिक आरोग्य आणि ताणतणाव व्यवस्थापन' या विषयावरील व्याख्यान आयोजित केले आहे. शनिवार, ७ मार्च (वेळ: सायं. ४ वा.) रोजी होणारे हे व्याख्यान सर्वांसाठी खुले असून जास्तीत जास्त नागरिकांनी लाभ घ्यावा, असे आवाहन केले आहे. [16,1489,224,1543]
headline-line2: 'काव्यरंगोत्सव' [1295,300,1405,324]
article-shaskiya-dakhale [16,1811,774,2438]
article-body: ● शिवकालीन शस्त्रास्त्रांचे प्रदर्शन, मावळ्यांच्या वेशभूषेतील ढोल-ताशा पथकांचे सादरीकरण यांसह विविध सांस्कृतिक कार्यक्रमांचे आयोजन करण्यात आले आहे. यावेळी शिवचरित्रावर आधारित व्याख्यानमालाही होणार आहे. [1216,159,1484,190]
article-body: कार्यक्रमाची सुरुवात महिला सन्मान गीताने होणार असून मुंबईतील नामवंत महिला कवयित्री आपल्या कविता सादर करणार आहेत. काव्यरंगोत्सवाचे हे सलग पाचवे वर्ष असून रसिकांचा वाढता प्रतिसाद मिळत आहे. प्रवेश विनामूल्य असून प्रवेशिका सभागृहात उपलब्ध असतील. या कार्यक्रमाचे थेट प्रक्षेपण समाजमाध्यमांवरूनही केले जाणार आहे. मोफत प्रवेशिकांसाठी संपर्क कार्यालय सुरू करण्यात आले आहे. [1216,332,1484,417]
water-drop-icon [237,323,312,398]
article-bottom-columns [230,1650,774,1790]
box-bullet-list [119,204,209,307]
article-body: शेतकऱ्यांना विश्वासात न घेताच सुरू असलेल्या भूसंपादनाला विरोध करण्यासाठी संबंधित गावांतील शेतकऱ्यांनी एकत्र येत 'प्रकल्पग्रस्त हितकारी कृती परिषद' स्थापन केली आहे. परिषदेच्या माध्यमातून शेतकऱ्यांच्या न्याय्य हक्कांसाठी पाठपुरावा केला जाणार आहे. परिषदेच्या स्थापनेची घोषणा नुकतीच पत्रकार परिषदेत करण्यात आली. यावेळी तालुक्यातील विविध गावांचे प्रतिनिधी उपस्थित होते. [946,1362,1105,1447]
body-column-2 [1137,864,1253,1274]
headline: छत्रपती शिवाजी समाधान शिबिर [937,1811,1327,1850]
schedule-item: २० एप्रिल (डोळखांब), [538,1951,605,1961]
body-column-4 [402,1887,525,2191]
headline-rule [334,120,437,121]
